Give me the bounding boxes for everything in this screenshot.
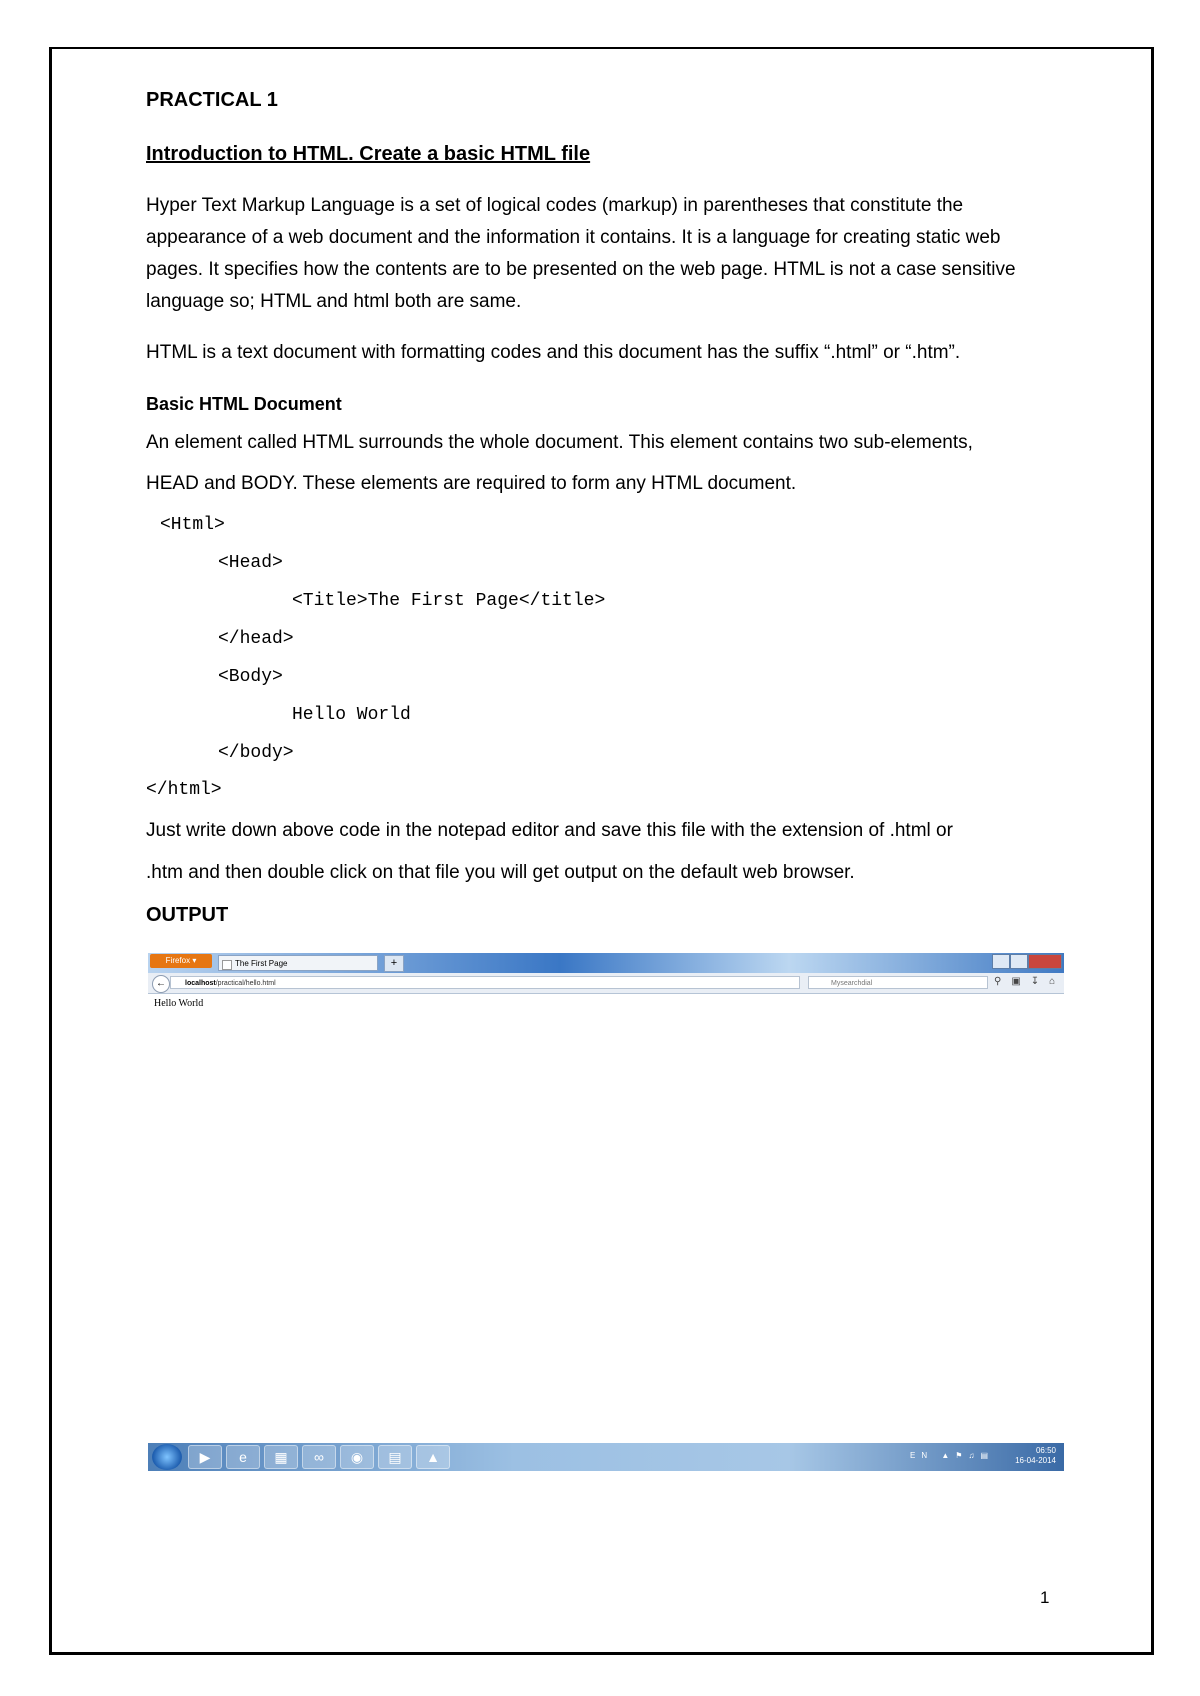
app-icon[interactable]: ∞ <box>302 1445 336 1469</box>
browser-tab[interactable] <box>218 955 378 971</box>
intro-paragraph <box>146 190 1066 318</box>
code-line: </html> <box>146 780 222 800</box>
firefox-icon[interactable]: ◉ <box>340 1445 374 1469</box>
media-player-icon[interactable]: ▶ <box>188 1445 222 1469</box>
browser-tab-bar <box>148 953 1064 973</box>
clock-time: 06:50 <box>1035 1446 1056 1455</box>
search-icon[interactable]: ⚲ <box>994 976 1012 987</box>
element-line-2: HEAD and BODY. These elements are required to form any HTML document. <box>146 473 797 494</box>
browser-screenshot <box>148 953 1064 1016</box>
section-heading: Introduction to HTML. Create a basic HTML file <box>146 143 591 165</box>
internet-explorer-icon[interactable]: e <box>226 1445 260 1469</box>
start-button-icon[interactable] <box>152 1444 182 1470</box>
window-controls <box>992 954 1062 968</box>
suffix-paragraph: HTML is a text document with formatting codes and this document has the suffix “.html” or “.htm”. <box>146 342 961 363</box>
browser-nav-bar <box>148 973 1064 994</box>
code-line: </head> <box>218 629 294 649</box>
intro-line: Hyper Text Markup Language is a set of logical codes (markup) in parentheses that constitute the <box>146 195 964 216</box>
instruction-line-1: Just write down above code in the notepad editor and save this file with the extension of .html or <box>146 820 953 841</box>
tray-arrow-icon[interactable]: ▲ <box>941 1451 956 1460</box>
new-tab-button[interactable]: + <box>384 955 404 972</box>
instruction-line-2: .htm and then double click on that file you will get output on the default web browser. <box>146 862 855 883</box>
paint-icon[interactable]: ▲ <box>416 1445 450 1469</box>
close-icon[interactable] <box>1028 954 1062 969</box>
basic-html-title: Basic HTML Document <box>146 394 342 414</box>
code-line: <Title>The First Page</title> <box>292 591 606 611</box>
clock[interactable] <box>1015 1446 1056 1466</box>
code-line: </body> <box>218 743 294 763</box>
file-explorer-icon[interactable]: ▦ <box>264 1445 298 1469</box>
intro-line: appearance of a web document and the information it contains. It is a language for creating static web <box>146 227 1001 248</box>
browser-page-area <box>148 994 1064 1016</box>
back-arrow-icon[interactable]: ← <box>152 975 170 993</box>
search-input[interactable]: Mysearchdial <box>808 976 988 989</box>
firefox-menu-button[interactable]: Firefox ▾ <box>150 954 212 968</box>
flag-icon[interactable]: ⚑ <box>955 1451 969 1460</box>
practical-heading: PRACTICAL 1 <box>146 89 278 111</box>
system-tray-icons <box>910 1451 994 1460</box>
url-host: localhost <box>185 980 216 987</box>
code-line: <Head> <box>218 553 283 573</box>
toolbar-icons <box>994 976 1065 987</box>
volume-icon[interactable]: ♫ <box>968 1451 981 1460</box>
download-icon[interactable]: ↧ <box>1030 976 1050 987</box>
minimize-icon[interactable] <box>992 954 1010 969</box>
url-bar[interactable] <box>170 976 800 989</box>
network-icon[interactable]: ▤ <box>980 1451 994 1460</box>
clock-date: 16-04-2014 <box>1015 1456 1056 1465</box>
page-number: 1 <box>1040 1588 1050 1607</box>
language-indicator[interactable]: EN <box>909 1451 934 1460</box>
page-icon <box>222 960 232 970</box>
notepad-icon[interactable]: ▤ <box>378 1445 412 1469</box>
tab-title: The First Page <box>235 959 288 968</box>
intro-line: language so; HTML and html both are same. <box>146 291 522 312</box>
code-line: <Html> <box>160 515 225 535</box>
bookmarks-icon[interactable]: ▣ <box>1011 976 1031 987</box>
code-line: Hello World <box>292 705 411 725</box>
code-line: <Body> <box>218 667 283 687</box>
windows-taskbar <box>148 1443 1064 1471</box>
output-title: OUTPUT <box>146 904 229 926</box>
intro-line: pages. It specifies how the contents are to be presented on the web page. HTML is not a case sensitive <box>146 259 1016 280</box>
url-path: /practical/hello.html <box>215 980 276 987</box>
maximize-icon[interactable] <box>1010 954 1028 969</box>
home-icon[interactable]: ⌂ <box>1049 976 1066 987</box>
element-line-1: An element called HTML surrounds the whole document. This element contains two sub-elements, <box>146 432 973 453</box>
page-content-text: Hello World <box>154 998 204 1009</box>
